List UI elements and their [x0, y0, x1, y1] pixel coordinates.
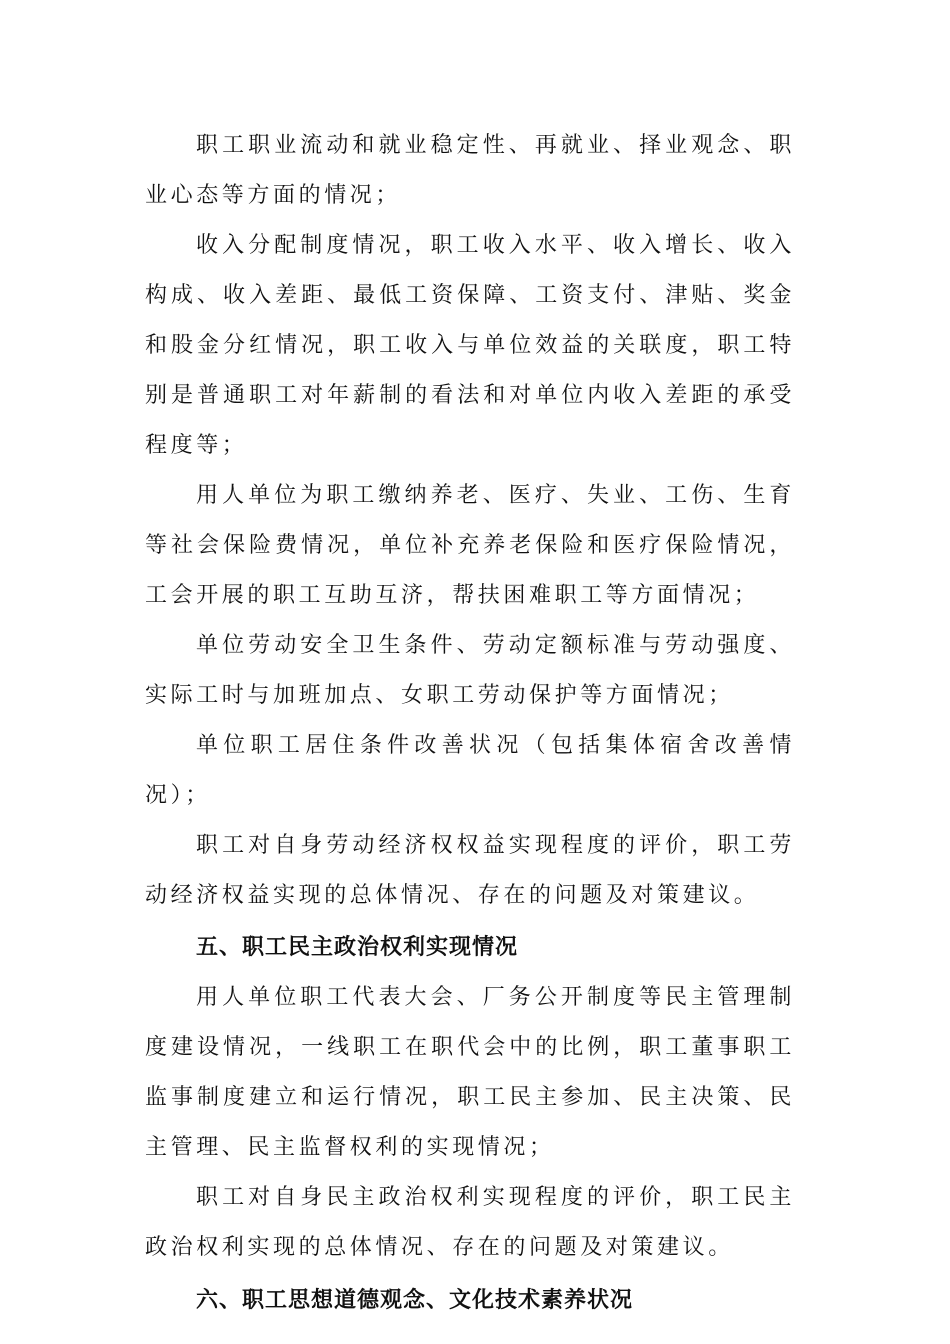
paragraph-labor-safety: 单位劳动安全卫生条件、劳动定额标准与劳动强度、实际工时与加班加点、女职工劳动保护等方面情况；	[145, 633, 795, 708]
paragraph-employment-mobility: 职工职业流动和就业稳定性、再就业、择业观念、职业心态等方面的情况；	[145, 133, 795, 208]
paragraph-income-distribution: 收入分配制度情况，职工收入水平、收入增长、收入构成、收入差距、最低工资保障、工资支付、津贴、奖金和股金分红情况，职工收入与单位效益的关联度，职工特别是普通职工对年薪制的看法和对单位内收入差距的承受程度等；	[145, 233, 795, 458]
paragraph-political-rights-evaluation: 职工对自身民主政治权利实现程度的评价，职工民主政治权利实现的总体情况、存在的问题及对策建议。	[145, 1185, 795, 1260]
paragraph-democratic-management: 用人单位职工代表大会、厂务公开制度等民主管理制度建设情况，一线职工在职代会中的比例，职工董事职工监事制度建立和运行情况，职工民主参加、民主决策、民主管理、民主监督权利的实现情况；	[145, 985, 795, 1160]
section-heading-6: 六、职工思想道德观念、文化技术素养状况	[196, 1288, 634, 1313]
section-heading-5: 五、职工民主政治权利实现情况	[196, 935, 519, 960]
paragraph-housing: 单位职工居住条件改善状况（包括集体宿舍改善情况）；	[145, 733, 795, 808]
document-body	[145, 121, 795, 1326]
paragraph-social-insurance: 用人单位为职工缴纳养老、医疗、失业、工伤、生育等社会保险费情况，单位补充养老保险和医疗保险情况，工会开展的职工互助互济，帮扶困难职工等方面情况；	[145, 483, 795, 608]
paragraph-economic-rights-evaluation: 职工对自身劳动经济权权益实现程度的评价，职工劳动经济权益实现的总体情况、存在的问题及对策建议。	[145, 833, 795, 908]
